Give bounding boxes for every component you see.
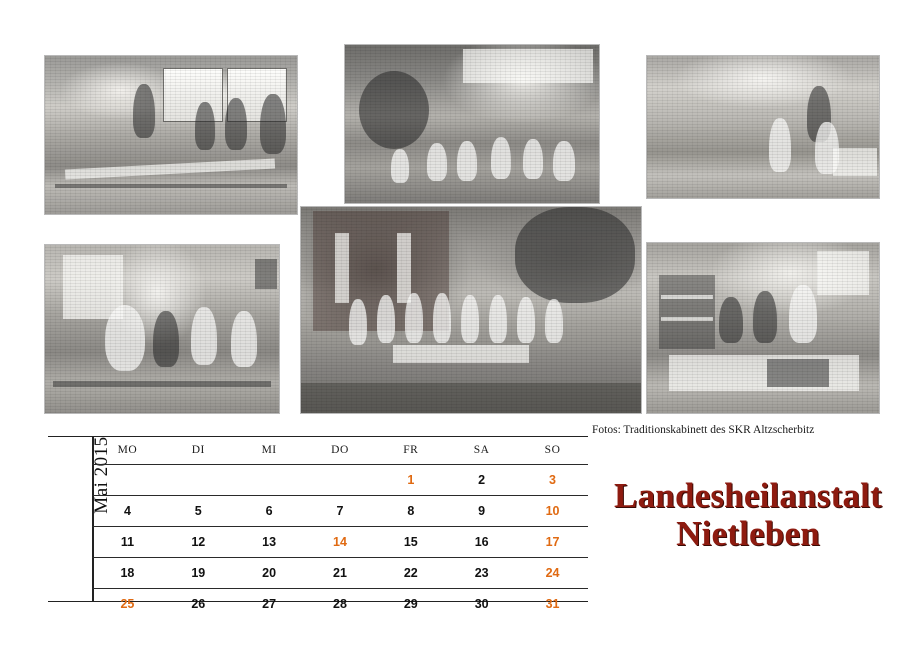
calendar-day-cell[interactable]: 15 — [375, 527, 446, 558]
calendar-day-cell[interactable]: 9 — [446, 496, 517, 527]
weekday-header-mo: MO — [117, 444, 138, 456]
calendar-week-row — [92, 558, 588, 589]
calendar-day-cell[interactable]: 16 — [446, 527, 517, 558]
photo-grain — [45, 56, 297, 214]
calendar-week-row — [92, 589, 588, 620]
calendar-day-cell[interactable]: 13 — [234, 527, 305, 558]
calendar-table — [92, 436, 588, 619]
calendar-day-cell[interactable]: 20 — [234, 558, 305, 589]
calendar-week-row — [92, 465, 588, 496]
calendar-day-cell[interactable]: 19 — [163, 558, 234, 589]
weekday-header-sa: SA — [473, 444, 490, 456]
weekday-header-do: DO — [331, 444, 349, 456]
calendar-day-cell[interactable]: 23 — [446, 558, 517, 589]
calendar-day-cell[interactable]: 8 — [375, 496, 446, 527]
calendar-day-cell[interactable]: 14 — [305, 527, 376, 558]
title-line-2: Nietleben — [676, 513, 820, 553]
calendar-week-row — [92, 496, 588, 527]
calendar-day-cell[interactable]: 30 — [446, 589, 517, 620]
photo-workshop-joinery — [44, 55, 298, 215]
photo-workshop-carpentry — [646, 55, 880, 199]
calendar-day-cell[interactable]: 3 — [517, 465, 588, 496]
calendar-day-cell[interactable]: 31 — [517, 589, 588, 620]
calendar-week-row — [92, 527, 588, 558]
calendar-day-cell[interactable] — [305, 465, 376, 496]
calendar-day-cell[interactable]: 22 — [375, 558, 446, 589]
photo-group-portrait — [300, 206, 642, 414]
photo-workshop-weaving — [646, 242, 880, 414]
calendar-day-cell[interactable]: 21 — [305, 558, 376, 589]
calendar-day-cell[interactable]: 24 — [517, 558, 588, 589]
weekday-header-mi: MI — [261, 444, 277, 456]
calendar-day-cell[interactable]: 7 — [305, 496, 376, 527]
photo-grain — [647, 56, 879, 198]
calendar-day-cell[interactable]: 2 — [446, 465, 517, 496]
weekday-header-fr: FR — [403, 444, 419, 456]
weekday-header-row — [92, 436, 588, 465]
calendar-day-cell[interactable]: 1 — [375, 465, 446, 496]
calendar-day-cell[interactable]: 28 — [305, 589, 376, 620]
calendar-day-cell[interactable] — [234, 465, 305, 496]
calendar-day-cell[interactable]: 6 — [234, 496, 305, 527]
calendar-day-cell[interactable] — [92, 465, 163, 496]
month-label: Mai 2015 — [91, 436, 112, 514]
calendar-day-cell[interactable]: 17 — [517, 527, 588, 558]
calendar-day-cell[interactable]: 27 — [234, 589, 305, 620]
photo-grain — [647, 243, 879, 413]
calendar-day-cell[interactable]: 10 — [517, 496, 588, 527]
photo-garden-group — [344, 44, 600, 204]
weekday-header-so: SO — [544, 444, 561, 456]
calendar-day-cell[interactable]: 26 — [163, 589, 234, 620]
calendar-title — [588, 478, 908, 551]
calendar-day-cell[interactable] — [163, 465, 234, 496]
calendar-day-cell[interactable]: 18 — [92, 558, 163, 589]
calendar-day-cell[interactable]: 11 — [92, 527, 163, 558]
title-line-1: Landesheilanstalt — [614, 476, 882, 515]
calendar-day-cell[interactable]: 25 — [92, 589, 163, 620]
weekday-header-di: DI — [191, 444, 205, 456]
photo-credit-text: Fotos: Traditionskabinett des SKR Altzscherbitz — [592, 424, 815, 436]
calendar-block — [48, 436, 588, 611]
photo-grain — [45, 245, 279, 413]
photo-dayroom — [44, 244, 280, 414]
calendar-day-cell[interactable]: 5 — [163, 496, 234, 527]
calendar-day-cell[interactable]: 12 — [163, 527, 234, 558]
photo-grain — [345, 45, 599, 203]
calendar-day-cell[interactable]: 29 — [375, 589, 446, 620]
calendar-day-cell[interactable]: 4 — [92, 496, 163, 527]
photo-grain — [301, 207, 641, 413]
